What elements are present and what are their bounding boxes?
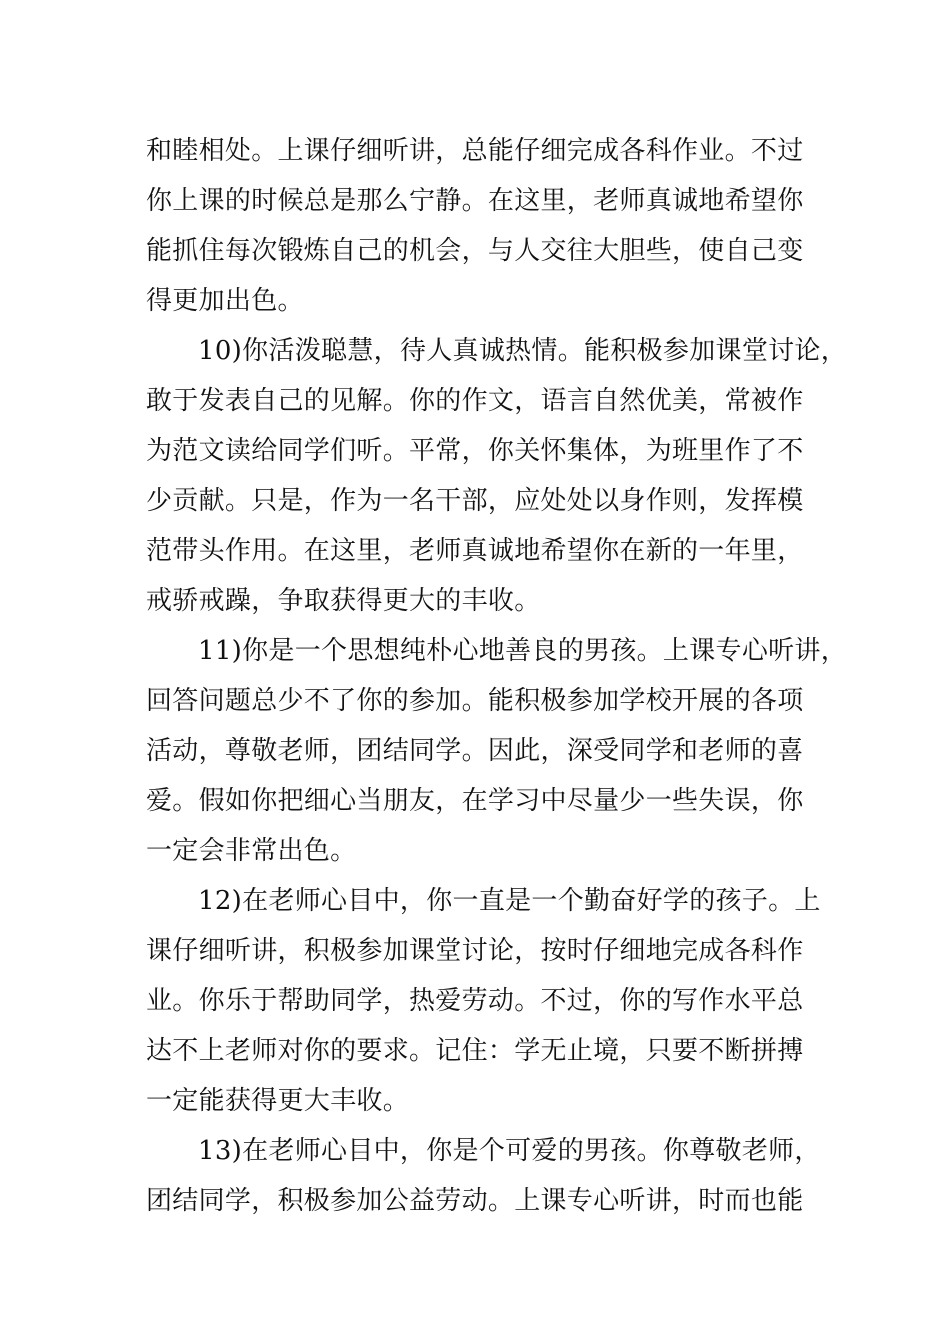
paragraph-11 bbox=[146, 626, 848, 876]
text-line: 12)在老师心目中，你一直是一个勤奋好学的孩子。上 bbox=[198, 886, 821, 916]
text-line: 回答问题总少不了你的参加。能积极参加学校开展的各项 bbox=[146, 686, 804, 716]
paragraph-10 bbox=[146, 326, 848, 626]
text-line: 10)你活泼聪慧，待人真诚热情。能积极参加课堂讨论， bbox=[198, 336, 848, 366]
text-line: 达不上老师对你的要求。记住：学无止境，只要不断拼搏 bbox=[146, 1036, 804, 1066]
text-line: 范带头作用。在这里，老师真诚地希望你在新的一年里， bbox=[146, 536, 804, 566]
text-line: 得更加出色。 bbox=[146, 286, 304, 316]
text-line: 活动，尊敬老师，团结同学。因此，深受同学和老师的喜 bbox=[146, 736, 804, 766]
text-line: 11)你是一个思想纯朴心地善良的男孩。上课专心听讲， bbox=[198, 636, 848, 666]
text-line: 敢于发表自己的见解。你的作文，语言自然优美，常被作 bbox=[146, 386, 804, 416]
text-line: 一定能获得更大丰收。 bbox=[146, 1086, 410, 1116]
text-line: 和睦相处。上课仔细听讲，总能仔细完成各科作业。不过 bbox=[146, 136, 804, 166]
text-line: 戒骄戒躁，争取获得更大的丰收。 bbox=[146, 586, 541, 616]
text-line: 团结同学，积极参加公益劳动。上课专心听讲，时而也能 bbox=[146, 1186, 804, 1216]
text-line: 为范文读给同学们听。平常，你关怀集体，为班里作了不 bbox=[146, 436, 804, 466]
paragraph-12 bbox=[146, 876, 821, 1126]
text-line: 少贡献。只是，作为一名干部，应处处以身作则，发挥模 bbox=[146, 486, 804, 516]
text-line: 一定会非常出色。 bbox=[146, 836, 357, 866]
document-body bbox=[146, 126, 848, 1226]
paragraph-13 bbox=[146, 1126, 821, 1226]
text-line: 爱。假如你把细心当朋友，在学习中尽量少一些失误，你 bbox=[146, 786, 804, 816]
text-line: 业。你乐于帮助同学，热爱劳动。不过，你的写作水平总 bbox=[146, 986, 804, 1016]
text-line: 13)在老师心目中，你是个可爱的男孩。你尊敬老师， bbox=[198, 1136, 821, 1166]
text-line: 你上课的时候总是那么宁静。在这里，老师真诚地希望你 bbox=[146, 186, 804, 216]
text-line: 能抓住每次锻炼自己的机会，与人交往大胆些，使自己变 bbox=[146, 236, 804, 266]
text-line: 课仔细听讲，积极参加课堂讨论，按时仔细地完成各科作 bbox=[146, 936, 804, 966]
paragraph-continuation bbox=[146, 126, 818, 326]
